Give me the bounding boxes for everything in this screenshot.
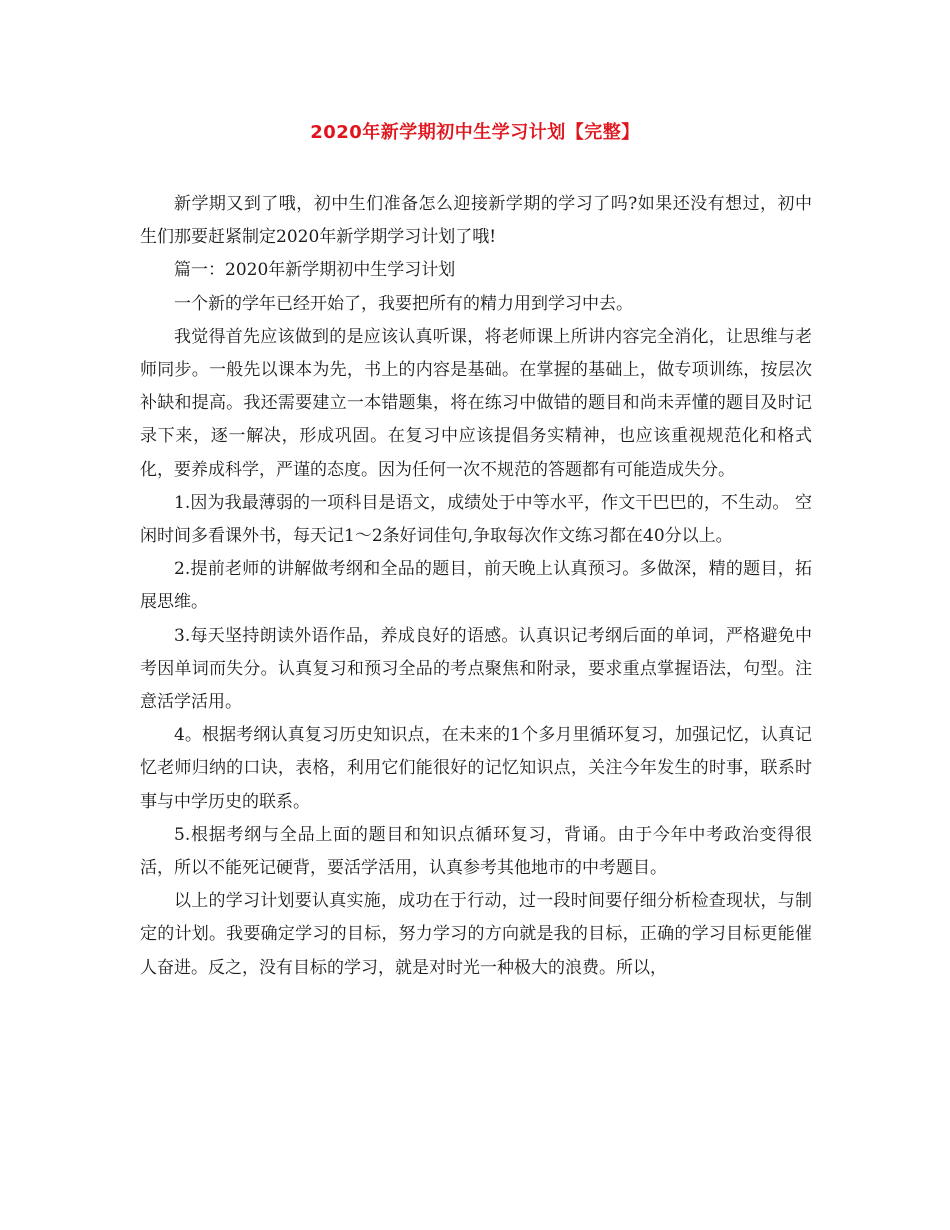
paragraph-item-4: 4。根据考纲认真复习历史知识点，在未来的1个多月里循环复习，加强记忆，认真记忆老师归纳的口诀，表格，利用它们能很好的记忆知识点，关注今年发生的时事，联系时事与中学历史的联系。 xyxy=(140,725,812,812)
paragraph-listening: 我觉得首先应该做到的是应该认真听课，将老师课上所讲内容完全消化，让思维与老师同步。一般先以课本为先，书上的内容是基础。在掌握的基础上，做专项训练，按层次补缺和提高。我还需要建立一本错题集，将在练习中做错的题目和尚未弄懂的题目及时记录下来，逐一解决，形成巩固。在复习中应该提倡务实精神，也应该重视规范化和格式化，要养成科学，严谨的态度。因为任何一次不规范的答题都有可能造成失分。 xyxy=(140,326,812,480)
paragraph-item-5: 5.根据考纲与全品上面的题目和知识点循环复习，背诵。由于今年中考政治变得很活，所以不能死记硬背，要活学活用，认真参考其他地市的中考题目。 xyxy=(140,824,812,879)
paragraph-conclusion: 以上的学习计划要认真实施，成功在于行动，过一段时间要仔细分析检查现状，与制定的计划。我要确定学习的目标，努力学习的方向就是我的目标，正确的学习目标更能催人奋进。反之，没有目标的学习，就是对时光一种极大的浪费。所以， xyxy=(140,891,812,978)
paragraph-intro: 新学期又到了哦，初中生们准备怎么迎接新学期的学习了吗?如果还没有想过，初中生们那要赶紧制定2020年新学期学习计划了哦! xyxy=(140,194,812,248)
paragraph-item-2: 2.提前老师的讲解做考纲和全品的题目，前天晚上认真预习。多做深，精的题目，拓展思维。 xyxy=(140,559,812,613)
paragraph-item-1: 1.因为我最薄弱的一项科目是语文，成绩处于中等水平，作文干巴巴的，不生动。 空闲时间多看课外书，每天记1～2条好词佳句,争取每次作文练习都在40分以上。 xyxy=(140,492,812,547)
document-body xyxy=(140,188,812,985)
paragraph-section-heading: 篇一：2020年新学期初中生学习计划 xyxy=(174,260,456,281)
document-title: 2020年新学期初中生学习计划【完整】 xyxy=(310,122,640,143)
paragraph-opening: 一个新的学年已经开始了，我要把所有的精力用到学习中去。 xyxy=(174,293,633,314)
paragraph-item-3: 3.每天坚持朗读外语作品，养成良好的语感。认真识记考纲后面的单词，严格避免中考因单词而失分。认真复习和预习全品的考点聚焦和附录，要求重点掌握语法，句型。注意活学活用。 xyxy=(140,625,812,713)
